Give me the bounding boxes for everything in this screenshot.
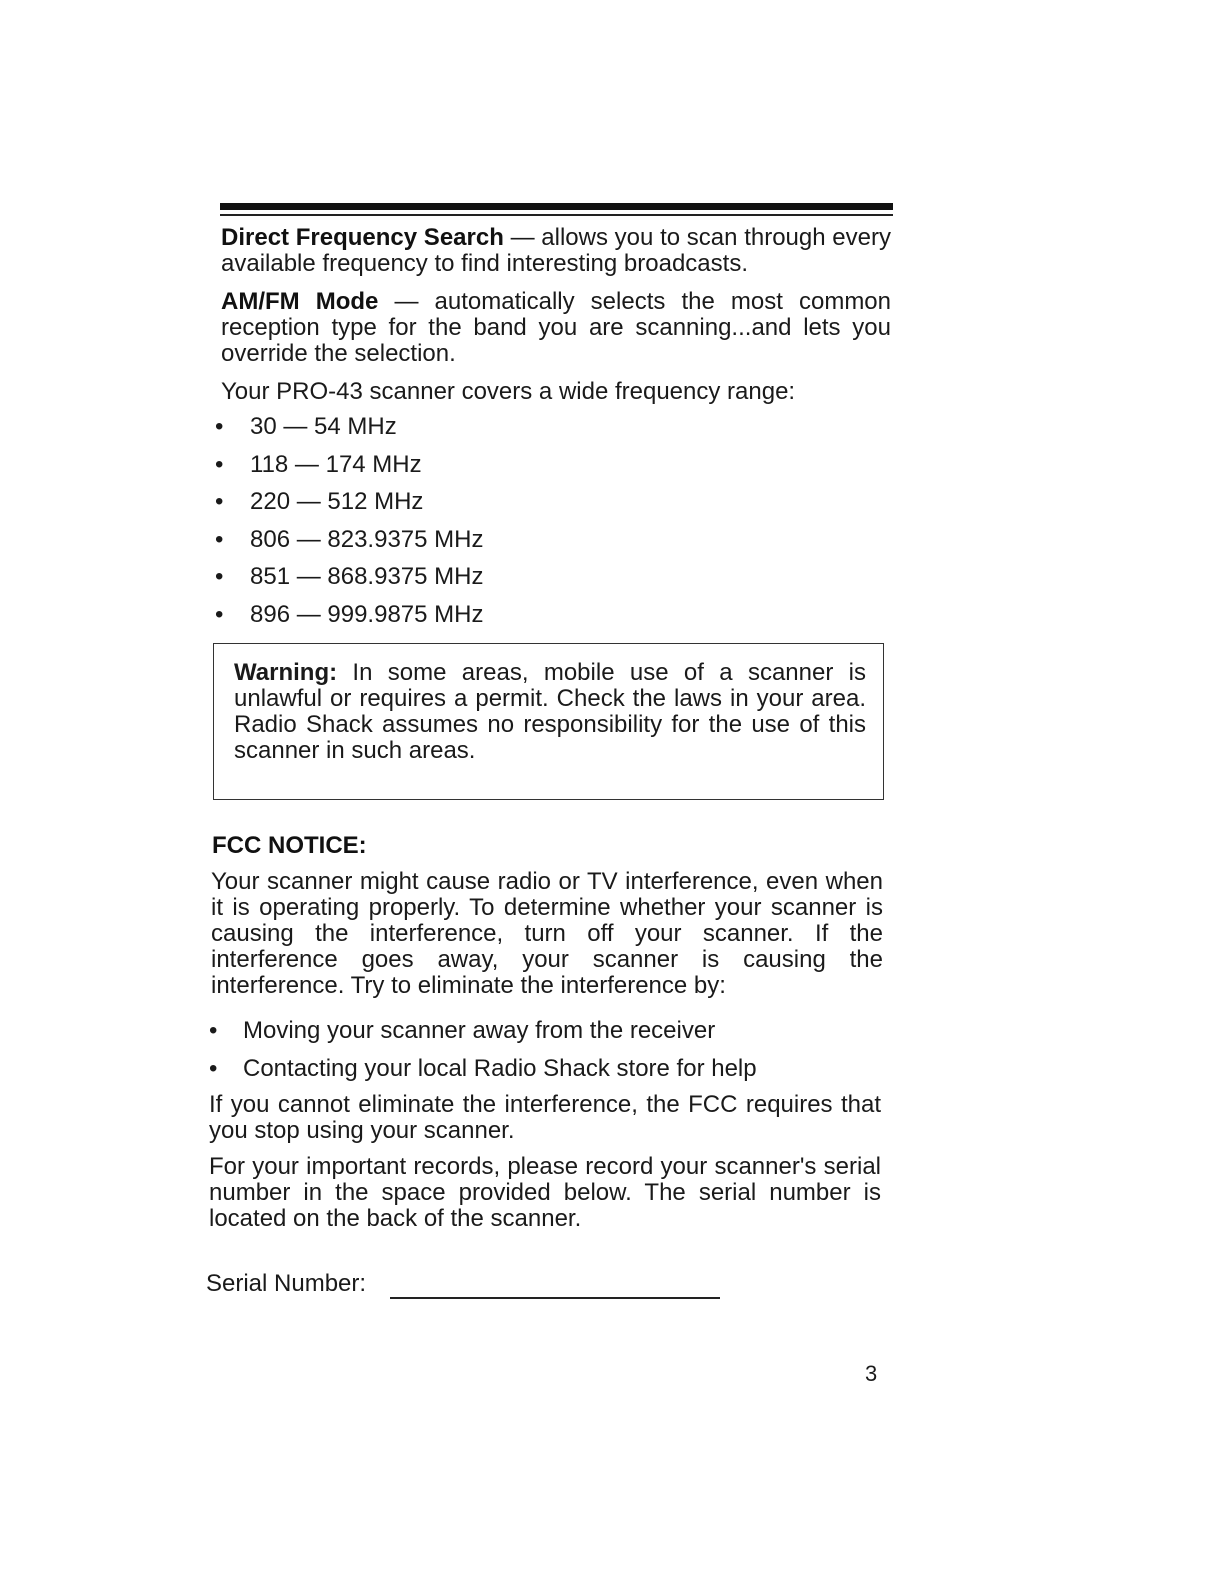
em-dash: — [378,288,435,315]
header-rule-thin [220,214,893,216]
bullet-icon: • [215,413,224,440]
bullet-icon: • [215,563,224,591]
feature-direct-frequency-search [221,225,891,277]
list-item [215,564,483,602]
warning-body: In some areas, mobile use of a scanner is unlawful or requires a permit. Check the laws in your area. Radio Shack assumes no responsibility for the use of this scanner in such areas. [234,659,866,764]
list-item [209,1056,757,1094]
frequency-range: 220 — 512 MHz [250,488,424,516]
frequency-range: 30 — 54 MHz [250,413,397,440]
serial-number-blank-line[interactable] [390,1297,720,1299]
feature-am-fm-mode [221,289,891,367]
feature-term: AM/FM Mode [221,288,379,315]
serial-number-label: Serial Number: [206,1270,367,1297]
feature-description: automatically selects the most common reception type for the band you are scanning...and lets you override the selection. [221,288,891,367]
fcc-notice-heading: FCC NOTICE: [212,832,367,859]
coverage-intro: Your PRO-43 scanner covers a wide frequency range: [221,378,796,405]
fcc-requirement: If you cannot eliminate the interference, the FCC requires that you stop using your scanner. [209,1091,881,1144]
bullet-icon: • [209,1055,218,1082]
bullet-icon: • [215,525,224,553]
frequency-range-list [215,414,483,640]
em-dash: — [503,224,542,251]
list-item [215,527,483,565]
feature-description: allows you to scan through every available frequency to find interesting broadcasts. [221,224,891,277]
list-item [215,414,483,452]
frequency-range: 851 — 868.9375 MHz [250,563,484,591]
warning-text [234,660,866,764]
warning-box [213,643,884,800]
list-item [215,452,483,490]
bullet-icon: • [215,450,224,478]
fcc-records: For your important records, please record your scanner's serial number in the space provided below. The serial number is located on the back of the scanner. [209,1153,881,1232]
remedy-text: Contacting your local Radio Shack store for help [243,1055,757,1082]
page-number: 3 [865,1361,878,1386]
fcc-intro: Your scanner might cause radio or TV interference, even when it is operating properly. To determine whether your scanner is causing the interference, turn off your scanner. If the interference goes away, your scanner is causing the interference. Try to eliminate the interference by: [211,868,883,999]
frequency-range: 896 — 999.9875 MHz [250,600,484,628]
list-item [215,489,483,527]
header-rule-thick [220,203,893,210]
fcc-remedy-list [209,1018,757,1094]
feature-term: Direct Frequency Search [221,224,504,251]
frequency-range: 806 — 823.9375 MHz [250,525,484,553]
bullet-icon: • [209,1017,218,1044]
frequency-range: 118 — 174 MHz [250,450,422,478]
bullet-icon: • [215,488,224,516]
remedy-text: Moving your scanner away from the receiver [243,1017,716,1044]
list-item [215,602,483,640]
list-item [209,1018,757,1056]
bullet-icon: • [215,600,224,628]
warning-label: Warning: [234,659,338,686]
